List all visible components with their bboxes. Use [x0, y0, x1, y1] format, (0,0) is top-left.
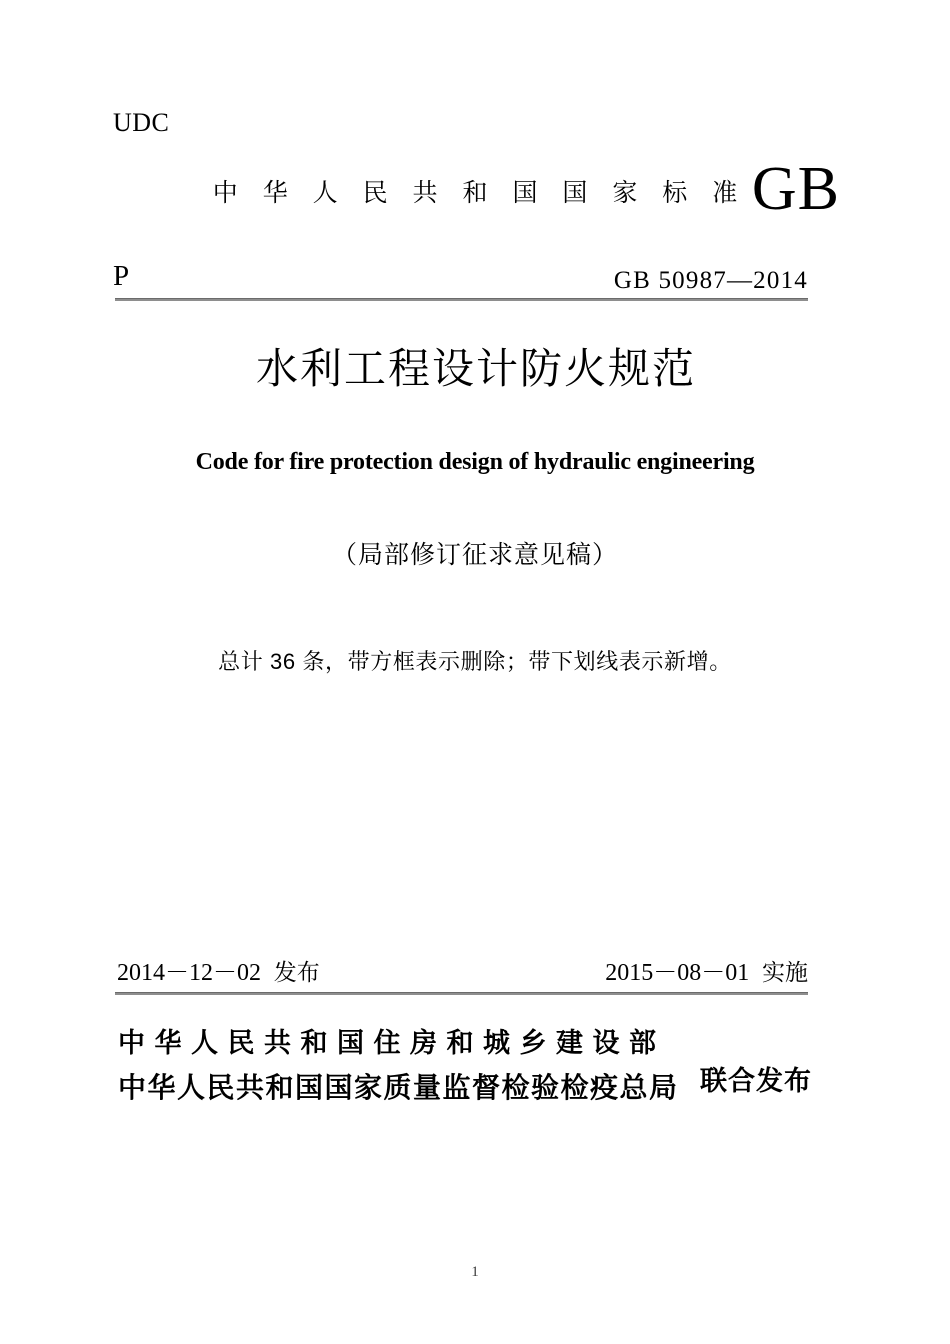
english-title: Code for fire protection design of hydraulic engineering — [195, 449, 755, 475]
page-number: 1 — [471, 1264, 479, 1280]
header-divider-rule — [115, 298, 808, 301]
revision-note: 总计 36 条，带方框表示删除；带下划线表示新增。 — [218, 649, 732, 674]
issue-date: 2014－12－02 — [117, 960, 261, 986]
effective-label: 实施 — [762, 959, 808, 985]
footer-divider-rule — [115, 992, 808, 995]
standard-number: GB 50987—2014 — [613, 267, 808, 294]
date-row — [115, 958, 808, 992]
national-standard-heading: 中 华 人 民 共 和 国 国 家 标 准 — [212, 179, 747, 207]
effective-date: 2015－08－01 — [605, 960, 750, 986]
category-mark: P — [113, 260, 130, 292]
effective-date-group — [605, 958, 808, 989]
issue-label: 发布 — [273, 959, 320, 985]
udc-label: UDC — [113, 108, 170, 137]
publisher-line-1: 中华人民共和国住房和城乡建设部 — [118, 1028, 666, 1058]
joint-issue-label: 联合发布 — [700, 1066, 812, 1096]
issue-date-group — [117, 958, 320, 989]
page-title: 水利工程设计防火规范 — [255, 345, 696, 392]
revision-subtitle: （局部修订征求意见稿） — [331, 541, 618, 569]
publisher-line-2: 中华人民共和国国家质量监督检验检疫总局 — [118, 1072, 679, 1103]
gb-logo: GB — [751, 155, 840, 223]
